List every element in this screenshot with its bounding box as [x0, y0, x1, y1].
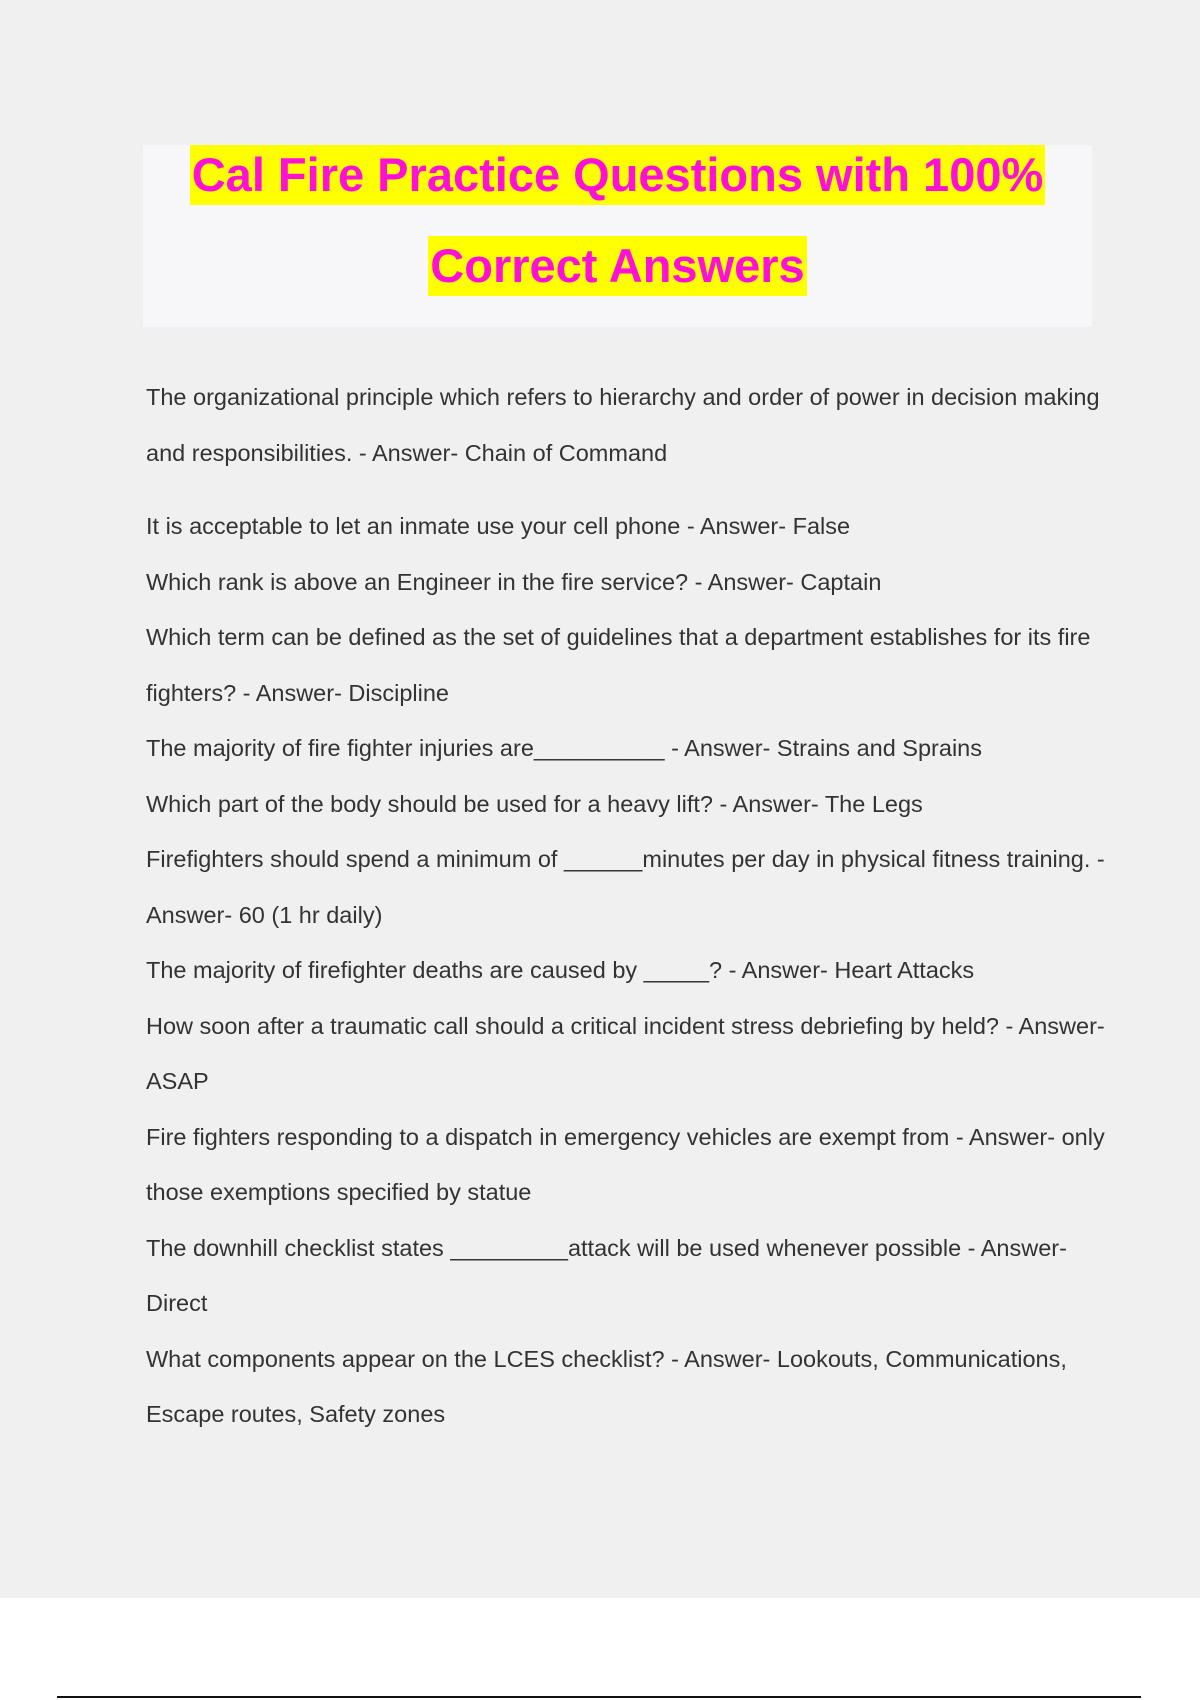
question-item: The majority of firefighter deaths are caused by _____? - Answer- Heart Attacks [146, 957, 975, 983]
question-item: How soon after a traumatic call should a critical incident stress debriefing by held? - Answer- ASAP [146, 1012, 1105, 1094]
question-list [146, 370, 1106, 1443]
question-item: Which rank is above an Engineer in the fire service? - Answer- Captain [146, 568, 882, 595]
footer-rule [57, 1696, 1141, 1698]
question-item: Which term can be defined as the set of guidelines that a department establishes for its fire fighters? - Answer- Discipline [146, 624, 1091, 706]
question-item: The downhill checklist states _________attack will be used whenever possible - Answer- Direct [146, 1234, 1067, 1316]
question-item: Firefighters should spend a minimum of ______minutes per day in physical fitness training. - Answer- 60 (1 hr daily) [146, 846, 1105, 928]
question-item: Which part of the body should be used for a heavy lift? - Answer- The Legs [146, 790, 923, 817]
question-item: What components appear on the LCES checklist? - Answer- Lookouts, Communications, Escape routes, Safety zones [146, 1345, 1067, 1427]
title-block [143, 145, 1092, 327]
question-item: The organizational principle which refers to hierarchy and order of power in decision making and responsibilities. - Answer- Chain of Command [146, 384, 1100, 466]
question-item: Fire fighters responding to a dispatch in emergency vehicles are exempt from - Answer- only those exemptions specified by statue [146, 1123, 1105, 1205]
document-title-line-1: Cal Fire Practice Questions with 100% [190, 145, 1046, 205]
document-title-line-2: Correct Answers [428, 236, 806, 296]
question-item: It is acceptable to let an inmate use your cell phone - Answer- False [146, 513, 851, 539]
question-item: The majority of fire fighter injuries are__________ - Answer- Strains and Sprains [146, 735, 982, 761]
